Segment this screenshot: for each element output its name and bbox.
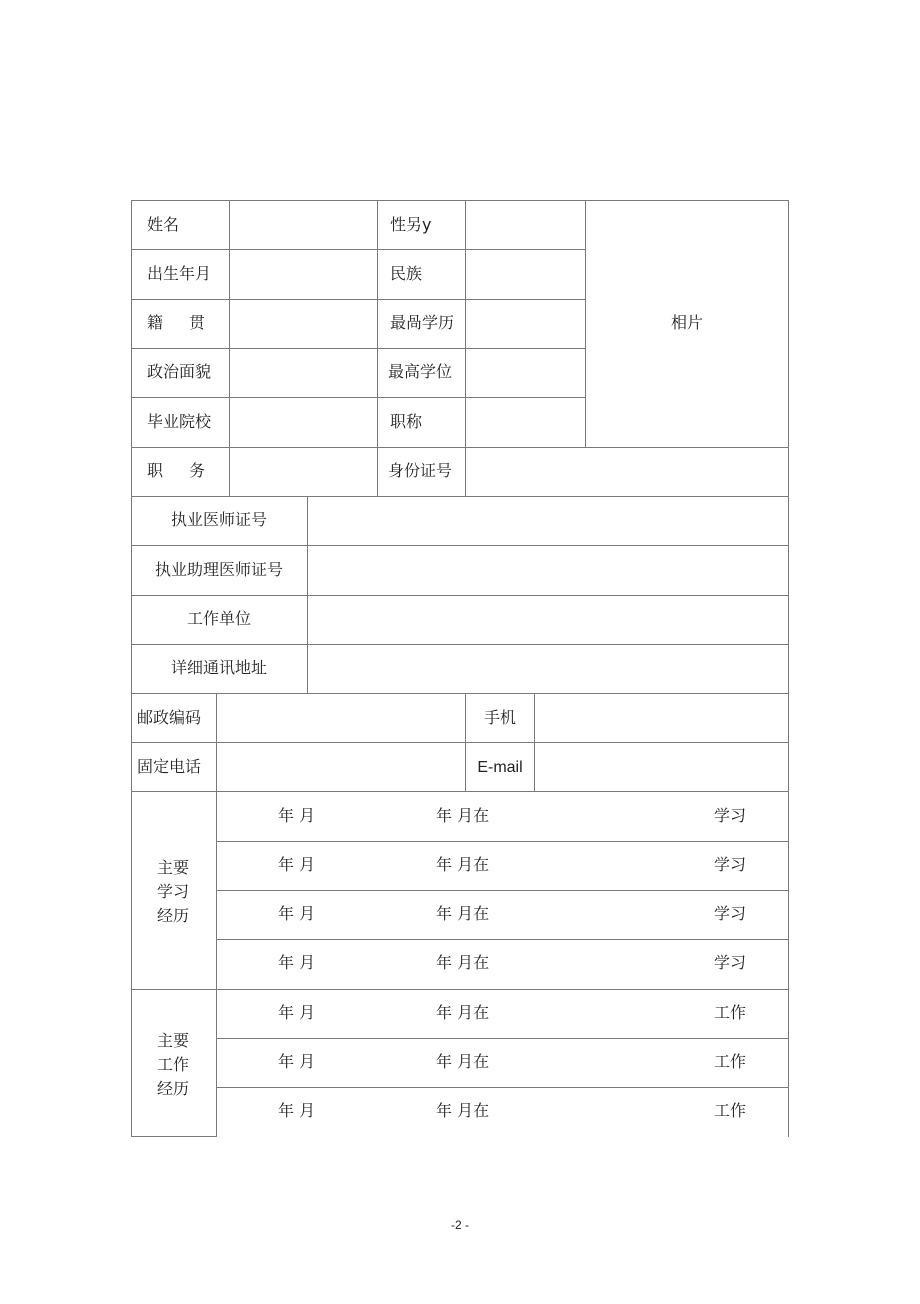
work-row-from: 年 月 xyxy=(278,1003,316,1022)
top-degree-label: 最高学位 xyxy=(388,362,453,381)
study-row-suffix: 学习 xyxy=(714,855,747,874)
study-section-label xyxy=(131,856,215,928)
grid-line xyxy=(131,348,586,349)
work-row-to: 年 月在 xyxy=(436,1101,490,1120)
grid-line xyxy=(229,200,230,496)
assistant-cert-label: 执业助理医师证号 xyxy=(154,560,283,579)
study-row-to: 年 月在 xyxy=(436,806,490,825)
mobile-label: 手机 xyxy=(483,708,516,727)
grid-line xyxy=(131,496,789,497)
study-row-from: 年 月 xyxy=(278,904,316,923)
work-label-line: 经历 xyxy=(156,1079,189,1098)
work-row-suffix: 工作 xyxy=(714,1003,747,1022)
postcode-label: 邮政编码 xyxy=(137,708,202,727)
grid-line xyxy=(131,644,789,645)
grid-line xyxy=(131,1136,216,1137)
grid-line xyxy=(131,791,789,792)
name-label: 姓名 xyxy=(147,215,180,234)
grid-line xyxy=(216,1087,789,1088)
work-section-label xyxy=(131,1029,215,1101)
grid-line xyxy=(534,693,535,791)
grid-line xyxy=(216,890,789,891)
grid-line xyxy=(377,200,378,496)
grid-line xyxy=(131,545,789,546)
study-row-to: 年 月在 xyxy=(436,855,490,874)
grid-line xyxy=(131,742,789,743)
birth-label: 出生年月 xyxy=(147,264,212,283)
title-label: 职称 xyxy=(390,412,423,431)
ethnicity-label: 民族 xyxy=(390,264,423,283)
id-number-label: 身份证号 xyxy=(388,461,453,480)
work-row-suffix: 工作 xyxy=(714,1052,747,1071)
grid-line xyxy=(131,299,586,300)
work-row-from: 年 月 xyxy=(278,1052,316,1071)
study-row-from: 年 月 xyxy=(278,806,316,825)
grid-line xyxy=(216,939,789,940)
study-row-from: 年 月 xyxy=(278,855,316,874)
grid-line xyxy=(216,841,789,842)
political-status-label: 政治面貌 xyxy=(147,362,212,381)
page-number: -2 - xyxy=(451,1218,469,1232)
grid-line xyxy=(131,595,789,596)
grid-line xyxy=(216,791,217,1137)
grid-line xyxy=(131,989,789,990)
study-row-to: 年 月在 xyxy=(436,953,490,972)
work-label-line: 主要 xyxy=(156,1031,189,1050)
position-label: 职务 xyxy=(147,461,232,480)
doctor-cert-label: 执业医师证号 xyxy=(170,510,267,529)
work-row-to: 年 月在 xyxy=(436,1052,490,1071)
workplace-label: 工作单位 xyxy=(186,609,251,628)
grid-line xyxy=(131,397,586,398)
work-row-suffix: 工作 xyxy=(714,1101,747,1120)
work-label-line: 工作 xyxy=(156,1055,189,1074)
school-label: 毕业院校 xyxy=(147,412,212,431)
hometown-label: 籍贯 xyxy=(147,313,232,332)
study-row-suffix: 学习 xyxy=(714,953,747,972)
landline-label: 固定电话 xyxy=(137,757,202,776)
study-label-line: 经历 xyxy=(156,906,189,925)
table-border-right xyxy=(788,200,789,1137)
study-row-from: 年 月 xyxy=(278,953,316,972)
grid-line xyxy=(307,496,308,693)
study-row-to: 年 月在 xyxy=(436,904,490,923)
work-row-from: 年 月 xyxy=(278,1101,316,1120)
study-row-suffix: 学习 xyxy=(714,904,747,923)
gender-label: 性另y xyxy=(390,215,432,234)
study-label-line: 主要 xyxy=(156,858,189,877)
grid-line xyxy=(216,693,217,791)
study-label-line: 学习 xyxy=(156,882,189,901)
top-education-label: 最咼学历 xyxy=(390,313,455,332)
work-row-to: 年 月在 xyxy=(436,1003,490,1022)
grid-line xyxy=(131,249,586,250)
grid-line xyxy=(131,693,789,694)
email-label: E-mail xyxy=(477,759,523,776)
address-label: 详细通讯地址 xyxy=(170,658,267,677)
photo-placeholder: 相片 xyxy=(670,313,703,332)
grid-line xyxy=(216,1038,789,1039)
study-row-suffix: 学习 xyxy=(714,806,747,825)
grid-line xyxy=(465,200,466,496)
